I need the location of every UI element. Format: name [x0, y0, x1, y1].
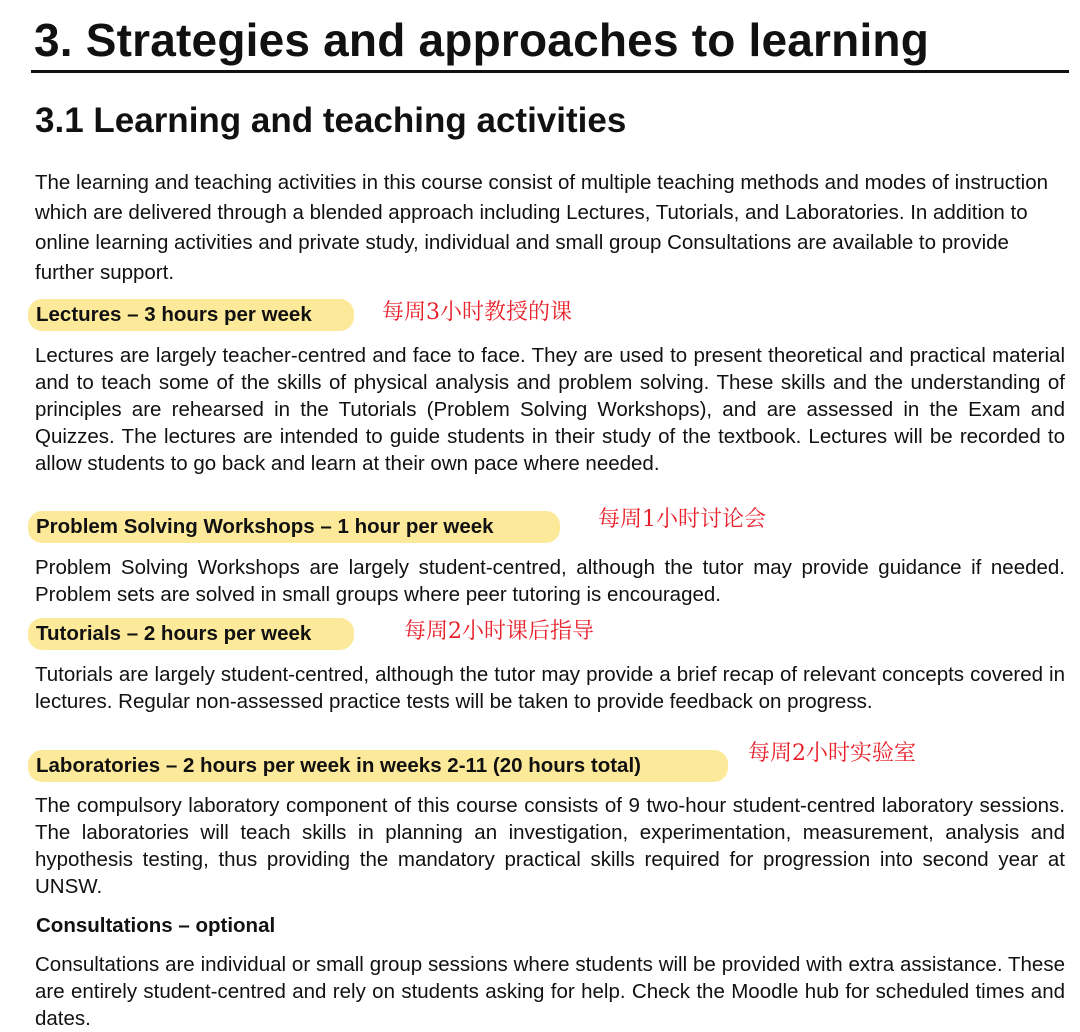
intro-paragraph: The learning and teaching activities in this course consist of multiple teaching methods and modes of instruction which are delivered through a blended approach including Lectures, Tutorials, and Laboratories. In addition to online learning activities and private study, individual and small group Consultations are available to provide further support. — [35, 171, 1049, 284]
tutorials-description: Tutorials are largely student-centred, although the tutor may provide a brief recap of relevant concepts covered in lectures. Regular non-assessed practice tests will be taken to provide feedback on progress. — [35, 663, 1065, 713]
section-title-rule — [31, 70, 1069, 73]
tutorials-annotation: 每周2小时课后指导 — [404, 619, 594, 644]
workshops-heading: Problem Solving Workshops – 1 hour per week — [36, 515, 494, 538]
lectures-heading: Lectures – 3 hours per week — [36, 303, 312, 326]
laboratories-annotation: 每周2小时实验室 — [748, 741, 916, 766]
laboratories-description: The compulsory laboratory component of this course consists of 9 two-hour student-centred laboratory sessions. The laboratories will teach skills in planning an investigation, experimentation, measurement, analysis and hypothesis testing, thus providing the mandatory practical skills required for progression into second year at UNSW. — [35, 794, 1065, 898]
workshops-annotation: 每周1小时讨论会 — [598, 507, 766, 532]
workshops-description: Problem Solving Workshops are largely student-centred, although the tutor may provide guidance if needed. Problem sets are solved in small groups where peer tutoring is encouraged. — [35, 556, 1065, 606]
lectures-description: Lectures are largely teacher-centred and face to face. They are used to present theoretical and practical material and to teach some of the skills of physical analysis and problem solving. These skills and the understanding of principles are rehearsed in the Tutorials (Problem Solving Workshops), and are assessed in the Exam and Quizzes. The lectures are intended to guide students in their study of the textbook. Lectures will be recorded to allow students to go back and learn at their own pace where needed. — [35, 344, 1065, 475]
consultations-heading: Consultations – optional — [36, 914, 276, 937]
laboratories-heading: Laboratories – 2 hours per week in weeks 2-11 (20 hours total) — [36, 754, 641, 777]
lectures-annotation: 每周3小时教授的课 — [382, 300, 572, 325]
tutorials-heading: Tutorials – 2 hours per week — [36, 622, 312, 645]
section-title: 3. Strategies and approaches to learning — [34, 14, 930, 66]
subsection-title: 3.1 Learning and teaching activities — [35, 101, 627, 140]
consultations-description: Consultations are individual or small group sessions where students will be provided with extra assistance. These are entirely student-centred and rely on students asking for help. Check the Moodle hub for scheduled times and dates. — [35, 953, 1065, 1030]
